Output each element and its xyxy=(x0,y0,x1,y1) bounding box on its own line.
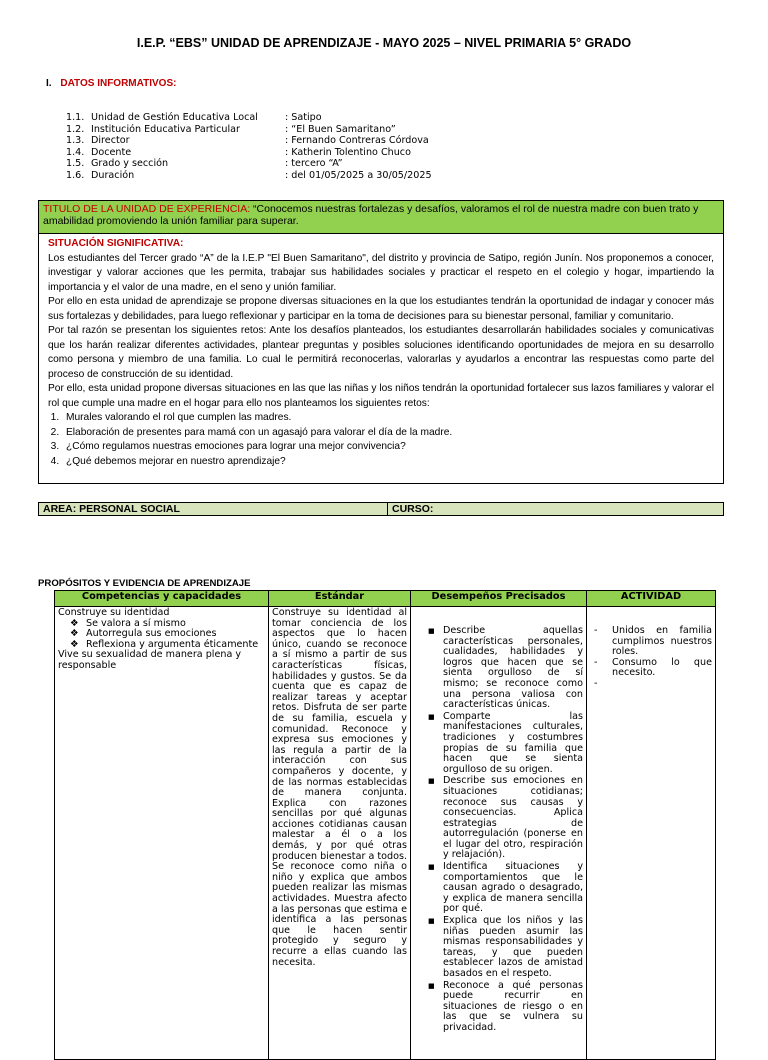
datos-key: Director xyxy=(91,135,130,147)
actividad-text: Consumo lo que necesito. xyxy=(612,656,712,679)
propositos-title: PROPÓSITOS Y EVIDENCIA DE APRENDIZAJE xyxy=(38,578,251,589)
desempenos-cell xyxy=(411,607,587,1060)
desempeno-text: Reconoce a qué personas puede recurrir en situaciones de riesgo o en las que se vulnera su privacidad. xyxy=(443,979,583,1033)
desempeno-text: Describe aquellas características personales, cualidades, habilidades y logros que hacen que se sienta orgulloso de sí mismo; se reconoce como una persona valiosa con características únicas. xyxy=(443,625,583,711)
capacidad-text: Reflexiona y argumenta éticamente xyxy=(86,638,259,650)
desempeno-item xyxy=(428,916,583,980)
estandar-cell: Construye su identidad al tomar conciencia de los aspectos que lo hacen único, cuando se reconoce a sí mismo a partir de sus características físicas, habilidades y gustos. Se da cuenta que es capaz de realizar tareas y aceptar retos. Disfruta de ser parte de su familia, escuela y comunidad. Reconoce y expresa sus emociones y las regula a partir de la interacción con sus compañeros y docente, y de las normas establecidas de manera conjunta. Explica con razones sencillas por qué algunas acciones cotidianas causan malestar a él o a los demás, y por qué otras producen bienestar a todos. Se reconoce como niña o niño y explica que ambos pueden realizar las mismas actividades. Muestra afecto a las personas que estima e identifica a las personas que le hacen sentir protegido y seguro y recurre a ellas cuando las necesita. xyxy=(269,607,411,1060)
desempeno-item xyxy=(428,712,583,776)
datos-list xyxy=(66,112,432,182)
datos-key: Docente xyxy=(91,146,132,158)
desempenos-list xyxy=(414,626,583,1034)
reto-item: 2. Elaboración de presentes para mamá con un agasajó para valorar el día de la madre. xyxy=(62,426,714,441)
datos-value: : del 01/05/2025 a 30/05/2025 xyxy=(285,169,432,181)
actividad-text: Unidos en familia cumplimos nuestros roles. xyxy=(612,625,712,658)
square-bullet-icon: ■ xyxy=(428,627,435,635)
actividad-item xyxy=(594,658,712,679)
desempeno-text: Identifica situaciones y comportamientos que le causan agrado o desagrado, y explica de manera sencilla por qué. xyxy=(443,861,583,915)
datos-num: 1.1. xyxy=(66,112,85,123)
dash-bullet-icon: - xyxy=(594,656,598,668)
datos-row xyxy=(66,135,432,147)
diamond-bullet-icon: ❖ xyxy=(70,617,79,629)
desempeno-item xyxy=(428,776,583,861)
datos-value: : Satipo xyxy=(285,112,322,123)
situacion-box xyxy=(38,233,724,484)
datos-value: : Katherin Tolentino Chuco xyxy=(285,146,411,158)
datos-row xyxy=(66,112,432,124)
section-heading xyxy=(46,78,176,89)
situacion-paragraph: Los estudiantes del Tercer grado “A” de la I.E.P "El Buen Samaritano", del distrito y provincia de Satipo, región Junín. Nos proponemos a conocer, investigar y valorar acciones que les permita, trabajar sus habilidades sociales y practicar el respeto en el colegio y hogar, impartiendo la importancia y el valor de una madre, en el seno y unión familiar. xyxy=(48,252,714,293)
datos-row xyxy=(66,158,432,170)
square-bullet-icon: ■ xyxy=(428,777,435,786)
datos-value: : tercero “A” xyxy=(285,158,343,170)
reto-item: 3. ¿Cómo regulamos nuestras emociones para lograr una mejor convivencia? xyxy=(62,440,714,455)
diamond-bullet-icon: ❖ xyxy=(70,638,79,650)
actividad-item xyxy=(594,679,712,690)
datos-key: Duración xyxy=(91,169,135,181)
reto-item: 1. Murales valorando el rol que cumplen las madres. xyxy=(62,411,714,426)
header-actividad: ACTIVIDAD xyxy=(587,591,716,607)
square-bullet-icon: ■ xyxy=(428,863,435,872)
datos-key: Unidad de Gestión Educativa Local xyxy=(91,112,258,123)
header-competencias: Competencias y capacidades xyxy=(55,591,269,607)
document-title: I.E.P. “EBS” UNIDAD DE APRENDIZAJE - MAYO 2025 – NIVEL PRIMARIA 5° GRADO xyxy=(136,36,632,50)
datos-key: Institución Educativa Particular xyxy=(91,123,240,135)
desempeno-text: Describe sus emociones en situaciones cotidianas; reconoce sus causas y consecuencias. Aplica estrategias de autorregulación (ponerse en el lugar del otro, respiración y relajación). xyxy=(443,775,583,861)
square-bullet-icon: ■ xyxy=(428,917,435,926)
curso-label: CURSO: xyxy=(392,503,434,515)
desempeno-text: Explica que los niños y las niñas pueden asumir las mismas responsabilidades y tareas, y que pueden establecer lazos de amistad basados en el respeto. xyxy=(443,915,583,979)
propositos-table xyxy=(54,590,716,1060)
datos-key: Grado y sección xyxy=(91,158,169,170)
desempeno-item xyxy=(428,862,583,915)
area-label: AREA: PERSONAL SOCIAL xyxy=(39,503,388,515)
reto-item: 4. ¿Qué debemos mejorar en nuestro aprendizaje? xyxy=(62,455,714,470)
unidad-title-box xyxy=(38,200,724,234)
datos-num: 1.3. xyxy=(66,135,85,147)
datos-row xyxy=(66,147,432,159)
competencia2-name: Vive su sexualidad de manera plena y responsable xyxy=(58,649,242,671)
situacion-paragraph: Por tal razón se presentan los siguientes retos: Ante los desafíos planteados, los estudiantes desarrollarán habilidades sociales y comunicativas que los harán realizar diferentes actividades, plantear preguntas y posibles soluciones identificando oportunidades de mejora en su desarrollo como persona y miembro de una familia. Lo cual le permitirá reconocerlas, valorarlas y ayudarlos a encontrar las respuestas como parte del proceso de construcción de su identidad. xyxy=(48,325,714,380)
table-row xyxy=(55,607,716,1060)
situacion-label: SITUACIÓN SIGNIFICATIVA: xyxy=(48,238,184,249)
section-label: DATOS INFORMATIVOS: xyxy=(60,78,177,89)
datos-num: 1.6. xyxy=(66,169,85,181)
capacidades-list xyxy=(58,619,265,651)
situacion-paragraph: Por ello, esta unidad propone diversas situaciones en las que las niñas y los niños tendrán la oportunidad fortalecer sus lazos familiares y valorar el rol que cumple una madre en el hogar para ello nos planteamos los siguientes retos: xyxy=(48,383,714,409)
square-bullet-icon: ■ xyxy=(428,712,435,721)
unidad-label: TITULO DE LA UNIDAD DE EXPERIENCIA: xyxy=(43,203,251,215)
datos-num: 1.4. xyxy=(66,146,85,158)
desempeno-item xyxy=(428,626,583,711)
datos-num: 1.2. xyxy=(66,123,85,135)
desempeno-item xyxy=(428,981,583,1034)
actividad-item xyxy=(594,626,712,658)
situacion-paragraph: Por ello en esta unidad de aprendizaje se propone diversas situaciones en la que los estudiantes tendrán la oportunidad de indagar y conocer más sus fortalezas y debilidades, para luego reflexionar y participar en la toma de decisiones para su bienestar personal, familiar y comunitario. xyxy=(48,296,714,322)
competencia-name: Construye su identidad xyxy=(58,607,170,618)
diamond-bullet-icon: ❖ xyxy=(70,628,79,640)
section-number: I. xyxy=(46,78,52,89)
dash-bullet-icon: - xyxy=(594,625,598,636)
table-header-row xyxy=(55,591,716,607)
competencias-cell xyxy=(55,607,269,1060)
capacidad-text: Se valora a sí mismo xyxy=(86,617,186,629)
datos-row xyxy=(66,170,432,182)
square-bullet-icon: ■ xyxy=(428,981,435,990)
area-bar xyxy=(38,502,724,516)
retos-list xyxy=(48,411,714,469)
datos-value: : Fernando Contreras Córdova xyxy=(285,135,429,147)
unidad-text: “Conocemos nuestras fortalezas y desafíos, valoramos el rol de nuestra madre con buen trato y amabilidad promoviendo la unión familiar para superar. xyxy=(43,203,699,227)
actividades-list xyxy=(590,626,712,690)
header-desempenos: Desempeños Precisados xyxy=(411,591,587,607)
header-estandar: Estándar xyxy=(269,591,411,607)
datos-value: : “El Buen Samaritano” xyxy=(285,123,396,135)
actividad-cell xyxy=(587,607,716,1060)
datos-num: 1.5. xyxy=(66,158,85,170)
desempeno-text: Comparte las manifestaciones culturales, tradiciones y costumbres propias de su familia que hacen que se sienta orgulloso de su origen. xyxy=(443,710,583,775)
datos-row xyxy=(66,124,432,136)
dash-bullet-icon: - xyxy=(594,677,598,689)
capacidad-text: Autorregula sus emociones xyxy=(86,628,217,640)
